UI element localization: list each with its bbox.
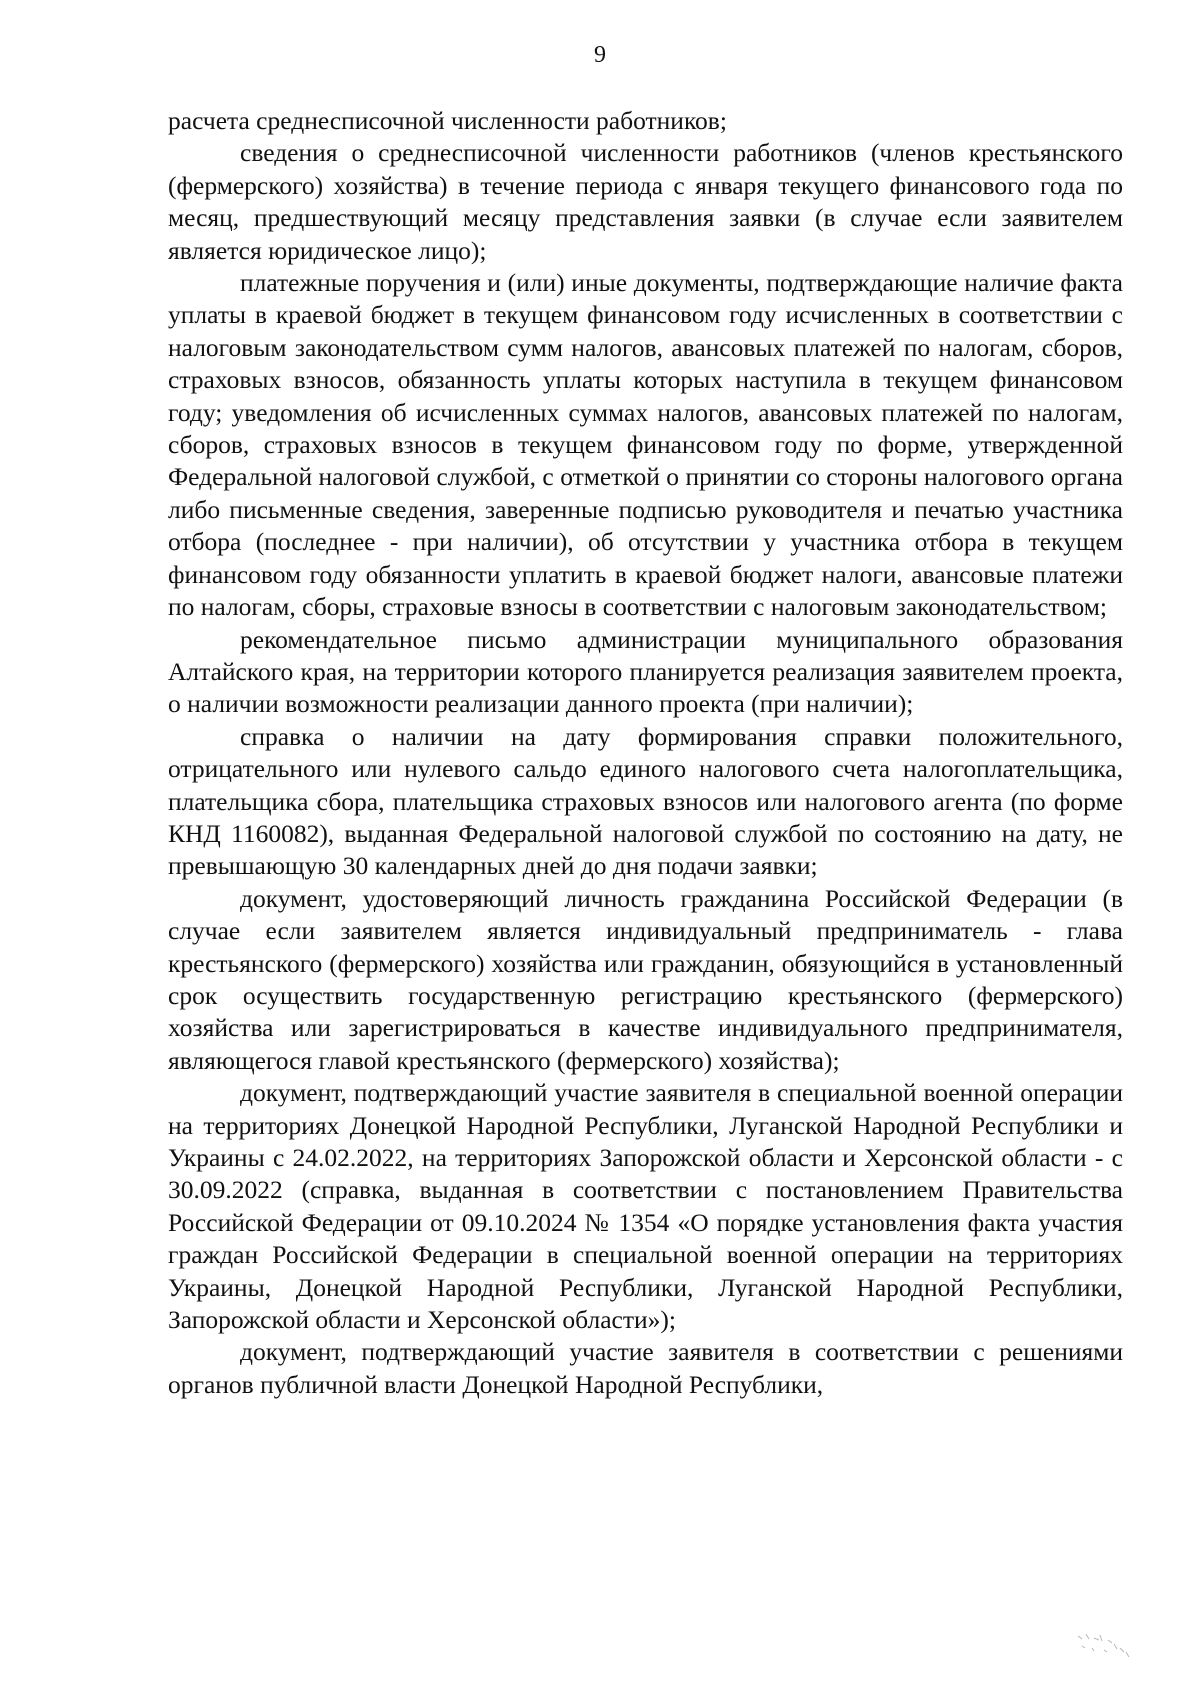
page-number: 9 [594, 42, 606, 68]
paragraph-6: документ, удостоверяющий личность гражданина Российской Федерации (в случае если заявителем является индивидуальный предприниматель - глава крестьянского (фермерского) хозяйства или гражданин, обязующийся в установленный срок осуществить государственную регистрацию крестьянского (фермерского) хозяйства или зарегистрироваться в качестве индивидуального предпринимателя, являющегося главой крестьянского (фермерского) хозяйства); [168, 883, 1123, 1075]
paragraph-8: документ, подтверждающий участие заявителя в соответствии с решениями органов публичной власти Донецкой Народной Республики, [168, 1337, 1123, 1399]
paragraph-2: сведения о среднесписочной численности работников (членов крестьянского (фермерского) хозяйства) в течение периода с января текущего финансового года по месяц, предшествующий месяцу представления заявки (в случае если заявителем является юридическое лицо); [168, 138, 1123, 265]
paragraph-4: рекомендательное письмо администрации муниципального образования Алтайского края, на территории которого планируется реализация заявителем проекта, о наличии возможности реализации данного проекта (при наличии); [168, 624, 1123, 719]
document-body [168, 105, 1123, 1401]
paragraph-3: платежные поручения и (или) иные документы, подтверждающие наличие факта уплаты в краевой бюджет в текущем финансовом году исчисленных в соответствии с налоговым законодательством сумм налогов, авансовых платежей по налогам, сборов, страховых взносов, обязанность уплаты которых наступила в текущем финансовом году; уведомления об исчисленных суммах налогов, авансовых платежей по налогам, сборов, страховых взносов в текущем финансовом году по форме, утвержденной Федеральной налоговой службой, с отметкой о принятии со стороны налогового органа либо письменные сведения, заверенные подписью руководителя и печатью участника отбора (последнее - при наличии), об отсутствии у участника отбора в текущем финансовом году обязанности уплатить в краевой бюджет налоги, авансовые платежи по налогам, сборы, страховые взносы в соответствии с налоговым законодательством; [168, 268, 1123, 622]
paragraph-1: расчета среднесписочной численности работников; [168, 106, 727, 135]
paragraph-5: справка о наличии на дату формирования справки положительного, отрицательного или нулевого сальдо единого налогового счета налогоплательщика, плательщика сбора, плательщика страховых взносов или налогового агента (по форме КНД 1160082), выданная Федеральной налоговой службой по состоянию на дату, не превышающую 30 календарных дней до дня подачи заявки; [168, 721, 1123, 881]
paragraph-7: документ, подтверждающий участие заявителя в специальной военной операции на территориях Донецкой Народной Республики, Луганской Народной Республики и Украины с 24.02.2022, на территориях Запорожской области и Херсонской области - с 30.09.2022 (справка, выданная в соответствии с постановлением Правительства Российской Федерации от 09.10.2024 № 1354 «О порядке установления факта участия граждан Российской Федерации в специальной военной операции на территориях Украины, Донецкой Народной Республики, Луганской Народной Республики, Запорожской области и Херсонской области»); [168, 1078, 1123, 1335]
scan-noise-mark [1070, 1626, 1140, 1666]
